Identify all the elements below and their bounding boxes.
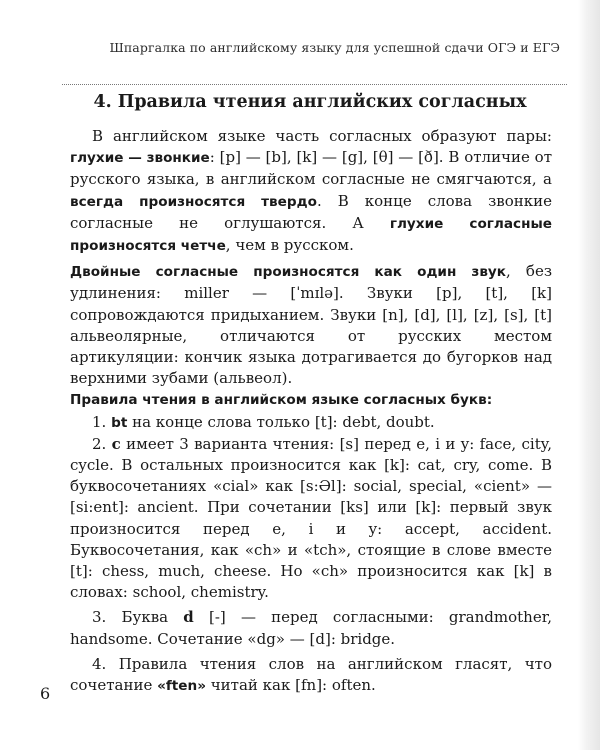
header-dotted-rule	[62, 84, 567, 85]
bold-term: глухие согласные произносятся четче	[70, 215, 552, 255]
text-run: 4. Правила чтения слов на английском гласят, что сочетание	[70, 654, 552, 695]
bold-term: c	[111, 434, 121, 453]
bold-term: «ften»	[157, 678, 206, 695]
page-number: 6	[40, 684, 51, 703]
text-run: , без удлинения: miller — [ˈmɪlə]. Звуки [p], [t], [k] сопровождаются придыханием. Звуки [n], [d], [l], [z], [s], [t] альвеолярные, отличаются от русских местом артикуляции: кончик языка дотрагивается до бугорков над верхними зубами (альвеол).	[70, 262, 553, 388]
bold-term: всегда произносятся твердо	[70, 193, 317, 210]
running-header: Шпаргалка по английскому языку для успешной сдачи ОГЭ и ЕГЭ	[109, 40, 560, 55]
paragraph-consonant-pairs	[70, 126, 552, 257]
text-run: читай как [fn]: often.	[205, 676, 376, 695]
bold-heading: Правила чтения в английском языке согласных букв:	[70, 392, 493, 409]
section-title: 4. Правила чтения английских согласных	[93, 92, 527, 112]
text-run: . В конце слова звонкие согласные не оглушаются. А	[70, 191, 552, 232]
bold-term: bt	[111, 414, 128, 431]
bold-term: Двойные согласные произносятся как один звук	[70, 264, 507, 281]
paragraph-double-consonants	[70, 261, 552, 389]
body-text	[70, 126, 552, 701]
text-run: на конце слова только [t]: debt, doubt.	[127, 412, 435, 431]
text-run: 1.	[92, 412, 112, 431]
rule-4	[70, 654, 552, 697]
text-run: 3. Буква	[92, 608, 184, 627]
page-edge-shadow	[578, 0, 600, 750]
text-run: 2.	[92, 434, 112, 453]
text-run: : [p] — [b], [k] — [g], [θ] — [ð]. В отличие от русского языка, в английском согласные не смягчаются, а	[70, 148, 552, 189]
rule-1	[70, 412, 552, 434]
text-run: имеет 3 варианта чтения: [s] перед e, i и y: face, city, cycle. В остальных произносится как [k]: cat, cry, come. В буквосочетаниях «cial» как [s:Əl]: social, special, «cient» — [si:ent]: ancient. При сочетании [ks] или [k]: первый звук произносится перед e, i и y: accept, accident. Буквосочетания, как «ch» и «tch», стоящие в слове вместе [t]: chess, much, cheese. Но «ch» произносится как [k] в словах: school, chemistry.	[70, 434, 552, 602]
rule-3	[70, 607, 552, 649]
rules-heading	[70, 389, 552, 411]
bold-term: d	[183, 608, 194, 627]
bold-term: глухие — звонкие	[70, 150, 210, 167]
rule-2	[70, 434, 552, 604]
text-run: , чем в русском.	[225, 236, 354, 255]
text-run: В английском языке часть согласных образуют пары:	[92, 127, 552, 145]
text-run: [-] — перед согласными: grandmother, handsome. Сочетание «dg» — [d]: bridge.	[70, 608, 552, 648]
